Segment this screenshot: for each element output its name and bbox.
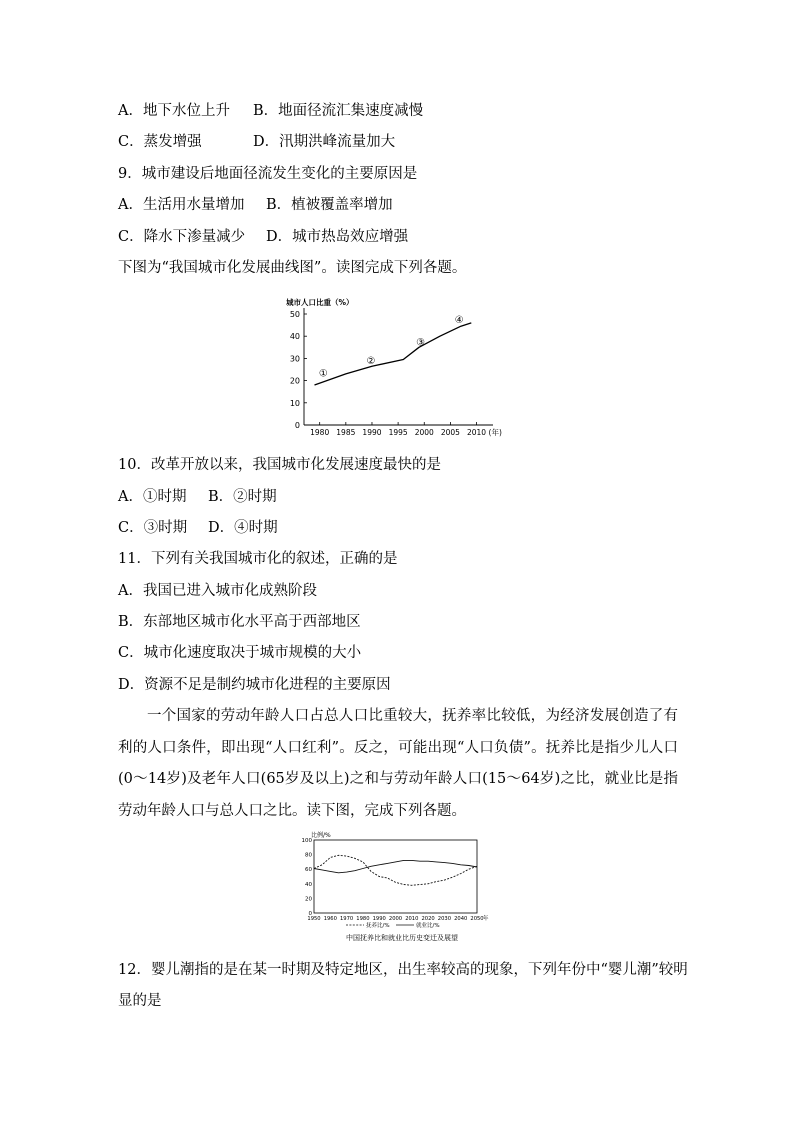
chart2-employment-ratio-line [314, 860, 477, 872]
q11-option-b: B．东部地区城市化水平高于西部地区 [118, 614, 361, 630]
chart2-x-tick-label: 2030 [437, 916, 452, 922]
q11-option-a: A．我国已进入城市化成熟阶段 [118, 583, 317, 599]
q8-option-a: A．地下水位上升 [118, 103, 230, 119]
chart2-plot-frame [314, 840, 477, 913]
chart2-y-tick-label: 20 [305, 896, 312, 903]
chart2-ylabel: 比例/% [311, 832, 331, 839]
chart1-period-marker-3: ③ [416, 337, 426, 349]
chart1-urban-population-line [315, 323, 472, 385]
q9-option-d: D．城市热岛效应增强 [266, 229, 409, 245]
q11-option-c: C．城市化速度取决于城市规模的大小 [118, 645, 362, 661]
q10-option-a: A．①时期 [118, 489, 187, 505]
chart1-x-tick-label: 1985 [336, 428, 356, 437]
q12-stem-line1: 12．婴儿潮指的是在某一时期及特定地区，出生率较高的现象，下列年份中“婴儿潮”较明 [118, 962, 688, 978]
q8-option-c: C．蒸发增强 [118, 134, 202, 150]
chart1-period-marker-4: ④ [454, 315, 464, 327]
chart2-x-tick-label: 2010 [405, 916, 419, 922]
q8-option-d: D．汛期洪峰流量加大 [253, 134, 396, 150]
chart2-x-unit: 年 [483, 916, 489, 922]
chart1-y-tick-label: 30 [289, 354, 300, 364]
q9-option-c: C．降水下渗量减少 [118, 229, 246, 245]
q11-option-d: D．资源不足是制约城市化进程的主要原因 [118, 677, 391, 693]
chart2-y-tick-label: 100 [301, 838, 312, 844]
q10-option-b: B．②时期 [208, 489, 277, 505]
chart2-y-tick-label: 60 [305, 867, 312, 874]
chart1-x-tick-label: 1980 [310, 428, 330, 437]
q10-stem: 10．改革开放以来，我国城市化发展速度最快的是 [118, 457, 441, 473]
chart1-x-unit: (年) [488, 428, 502, 437]
chart1-period-marker-1: ① [318, 368, 328, 380]
q12-stem-line2: 显的是 [118, 993, 162, 1009]
chart2-y-tick-label: 0 [308, 911, 312, 917]
chart2-legend-employment: 就业比/% [416, 923, 440, 929]
chart2-caption: 中国抚养比和就业比历史变迁及展望 [346, 934, 458, 942]
chart1-y-tick-label: 50 [289, 310, 300, 319]
chart2-legend-dependency: 抚养比/% [366, 923, 390, 929]
chart1-x-tick-label: 2010 [466, 428, 487, 437]
chart2-x-tick-label: 1980 [356, 916, 370, 922]
chart1-x-tick-label: 2005 [440, 428, 460, 437]
chart2-x-tick-label: 1960 [323, 916, 337, 922]
chart2-y-tick-label: 80 [305, 852, 312, 859]
chart1-y-tick-label: 10 [289, 398, 300, 408]
chart2-x-tick-label: 2000 [388, 916, 403, 922]
chart1-ylabel: 城市人口比重（%） [286, 298, 354, 307]
chart1-y-tick-label: 0 [294, 421, 300, 430]
chart2-x-tick-label: 1950 [307, 916, 321, 922]
chart1-y-tick-label: 40 [289, 332, 300, 342]
dependency-ratio-chart [284, 830, 520, 949]
q9-stem: 9．城市建设后地面径流发生变化的主要原因是 [118, 166, 418, 182]
chart2-y-tick-label: 40 [305, 881, 312, 888]
q9-option-b: B．植被覆盖率增加 [266, 197, 393, 213]
q9-option-a: A．生活用水量增加 [118, 197, 245, 213]
chart2-x-tick-label: 2040 [454, 916, 468, 922]
urbanization-chart-svg [282, 295, 514, 440]
urbanization-chart [282, 295, 514, 444]
q11-stem: 11．下列有关我国城市化的叙述，正确的是 [118, 551, 398, 567]
dependency-ratio-chart-svg [284, 830, 520, 945]
chart2-x-tick-label: 1970 [339, 916, 354, 922]
chart1-x-tick-label: 1995 [388, 428, 408, 437]
chart1-x-tick-label: 2000 [414, 428, 434, 437]
chart1-x-tick-label: 1990 [362, 428, 382, 437]
q10-option-c: C．③时期 [118, 520, 188, 536]
chart1-period-marker-2: ② [366, 356, 376, 368]
passage-dependency-ratio: 一个国家的劳动年龄人口占总人口比重较大，抚养率比较低，为经济发展创造了有利的人口条件，即出现“人口红利”。反之，可能出现“人口负债”。抚养比是指少儿人口(0～14岁)及老年人口(65岁及以上)之和与劳动年龄人口(15～64岁)之比，就业比是指劳动年龄人口与总人口之比。读下图，完成下列各题。 [118, 708, 678, 819]
q8-option-b: B．地面径流汇集速度减慢 [253, 103, 424, 119]
chart1-y-tick-label: 20 [289, 376, 300, 386]
chart2-dependency-ratio-line [314, 855, 477, 885]
q10-option-d: D．④时期 [208, 520, 278, 536]
intro-chart1: 下图为“我国城市化发展曲线图”。读图完成下列各题。 [118, 260, 467, 276]
chart2-x-tick-label: 1990 [372, 916, 386, 922]
chart2-x-tick-label: 2020 [421, 916, 435, 922]
chart2-x-tick-label: 2050 [470, 916, 484, 922]
